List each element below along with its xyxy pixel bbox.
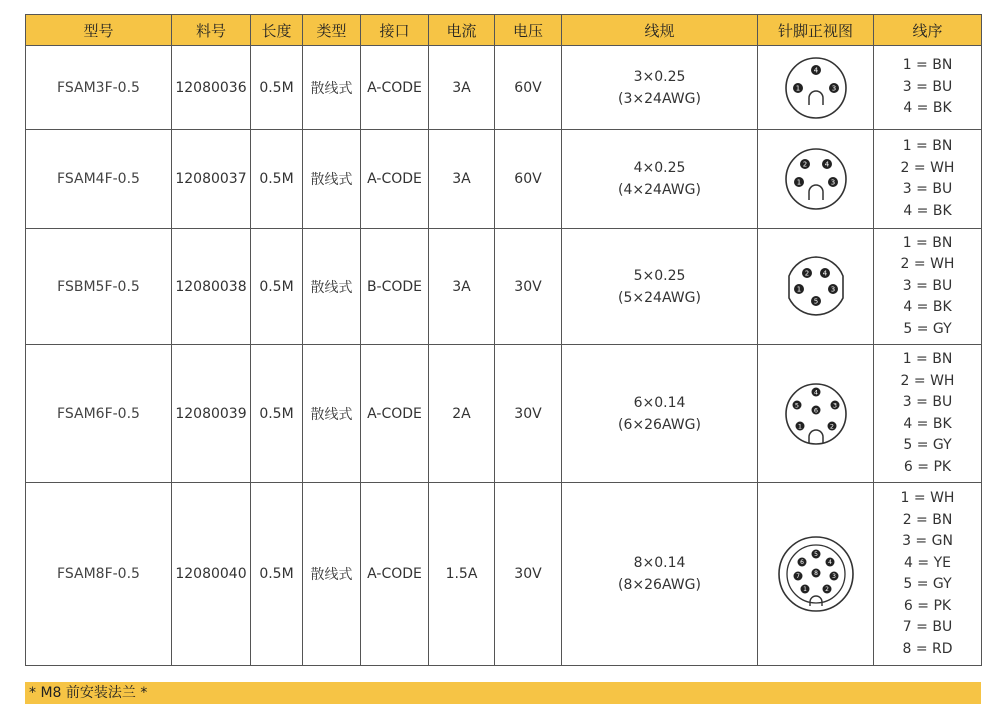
- pin-label: 2: [804, 269, 809, 277]
- voltage-cell: 60V: [495, 46, 562, 130]
- pin-label: 4: [822, 269, 827, 277]
- gauge-awg: (6×26AWG): [618, 416, 701, 433]
- header-code: 接口: [361, 15, 429, 46]
- wire-entry: 4 = YE: [904, 554, 951, 571]
- code-cell: A-CODE: [361, 46, 429, 130]
- pin-label: 5: [813, 551, 818, 559]
- wire-entry: 4 = BK: [903, 299, 952, 316]
- wire-entry: 6 = PK: [903, 458, 952, 475]
- wire-entry: 1 = BN: [902, 351, 953, 367]
- pin-label: 8: [813, 570, 818, 578]
- header-row: [26, 15, 982, 46]
- gauge-value: 4×0.25: [633, 160, 686, 176]
- wire-entry: 2 = WH: [900, 256, 955, 273]
- pin-label: 3: [830, 178, 835, 187]
- part-cell: 12080039: [172, 345, 251, 483]
- pin-label: 1: [797, 421, 802, 430]
- gauge-cell: [562, 229, 758, 345]
- table-row: [26, 130, 982, 229]
- wire-entry: 2 = BN: [902, 511, 953, 528]
- pin-label: 2: [829, 421, 834, 430]
- current-cell: 2A: [429, 345, 495, 483]
- header-gauge: 线规: [562, 15, 758, 46]
- header-model: 型号: [26, 15, 172, 46]
- current-cell: 3A: [429, 229, 495, 345]
- wire-entry: 2 = WH: [900, 159, 955, 176]
- wiring-cell: [874, 46, 982, 130]
- type-cell: 散线式: [303, 229, 361, 345]
- table-row: [26, 483, 982, 666]
- voltage-cell: 30V: [495, 345, 562, 483]
- pin-label: 6: [799, 559, 804, 567]
- model-cell: FSAM8F-0.5: [26, 483, 172, 666]
- gauge-value: 5×0.25: [633, 267, 686, 284]
- pin-label: 1: [796, 178, 801, 187]
- pin-label: 6: [813, 405, 818, 414]
- code-cell: A-CODE: [361, 483, 429, 666]
- gauge-cell: [562, 130, 758, 229]
- wire-entry: 3 = BU: [902, 277, 953, 294]
- part-cell: 12080040: [172, 483, 251, 666]
- spec-table: [25, 14, 982, 666]
- header-wiring: 线序: [874, 15, 982, 46]
- wiring-cell: [874, 229, 982, 345]
- m8-6pin-a-coded-icon: [781, 379, 851, 449]
- pin-label: 4: [824, 160, 829, 169]
- pin-label: 4: [813, 66, 818, 74]
- type-cell: 散线式: [303, 483, 361, 666]
- code-cell: A-CODE: [361, 130, 429, 229]
- code-cell: A-CODE: [361, 345, 429, 483]
- table-row: [26, 229, 982, 345]
- type-cell: 散线式: [303, 46, 361, 130]
- table-row: [26, 345, 982, 483]
- pin-label: 2: [824, 586, 829, 594]
- current-cell: 1.5A: [429, 483, 495, 666]
- wire-entry: 1 = BN: [902, 57, 953, 74]
- wire-entry: 1 = BN: [902, 234, 953, 251]
- pin-view-cell: [758, 345, 874, 483]
- m8-3pin-a-coded-icon: [781, 53, 851, 123]
- pin-view-cell: [758, 130, 874, 229]
- wire-entry: 4 = BK: [903, 100, 952, 117]
- pin-view-cell: [758, 229, 874, 345]
- voltage-cell: 60V: [495, 130, 562, 229]
- length-cell: 0.5M: [251, 46, 303, 130]
- current-cell: 3A: [429, 130, 495, 229]
- header-type: 类型: [303, 15, 361, 46]
- part-cell: 12080036: [172, 46, 251, 130]
- wire-entry: 4 = BK: [903, 415, 952, 432]
- part-cell: 12080038: [172, 229, 251, 345]
- wire-entry: 2 = WH: [900, 372, 955, 389]
- type-cell: 散线式: [303, 130, 361, 229]
- pin-view-cell: [758, 483, 874, 666]
- wiring-cell: [874, 483, 982, 666]
- gauge-value: 3×0.25: [633, 68, 686, 85]
- wire-entry: 5 = GY: [903, 437, 952, 453]
- voltage-cell: 30V: [495, 229, 562, 345]
- wire-entry: 6 = PK: [903, 597, 952, 614]
- gauge-cell: [562, 46, 758, 130]
- pin-label: 5: [794, 400, 799, 409]
- wiring-cell: [874, 130, 982, 229]
- m8-4pin-a-coded-icon: [781, 144, 851, 214]
- gauge-awg: (3×24AWG): [618, 90, 701, 107]
- pin-view-cell: [758, 46, 874, 130]
- pin-label: 3: [832, 400, 837, 409]
- wire-entry: 5 = GY: [903, 320, 952, 337]
- model-cell: FSAM6F-0.5: [26, 345, 172, 483]
- pin-label: 1: [795, 84, 800, 92]
- code-cell: B-CODE: [361, 229, 429, 345]
- gauge-cell: [562, 483, 758, 666]
- wire-entry: 1 = BN: [902, 138, 953, 154]
- wiring-cell: [874, 345, 982, 483]
- pin-label: 4: [813, 387, 818, 396]
- part-cell: 12080037: [172, 130, 251, 229]
- current-cell: 3A: [429, 46, 495, 130]
- wire-entry: 5 = GY: [903, 576, 952, 592]
- header-part: 料号: [172, 15, 251, 46]
- gauge-awg: (5×24AWG): [618, 289, 701, 306]
- wire-entry: 7 = BU: [902, 619, 953, 635]
- wire-entry: 3 = BU: [902, 394, 953, 410]
- pin-label: 4: [827, 559, 832, 567]
- wire-entry: 3 = BU: [902, 78, 953, 95]
- model-cell: FSBM5F-0.5: [26, 229, 172, 345]
- pin-label: 2: [802, 160, 807, 169]
- pin-label: 7: [795, 573, 800, 581]
- header-length: 长度: [251, 15, 303, 46]
- m8-5pin-b-coded-icon: [781, 252, 851, 322]
- voltage-cell: 30V: [495, 483, 562, 666]
- gauge-value: 6×0.14: [633, 394, 686, 411]
- length-cell: 0.5M: [251, 130, 303, 229]
- length-cell: 0.5M: [251, 483, 303, 666]
- wire-entry: 1 = WH: [900, 490, 955, 506]
- m8-8pin-a-coded-icon: [774, 532, 858, 616]
- footnote-bar: * M8 前安装法兰 *: [25, 682, 981, 704]
- wire-entry: 3 = BU: [902, 181, 953, 197]
- wire-entry: 3 = GN: [902, 533, 953, 549]
- pin-label: 3: [831, 573, 836, 581]
- type-cell: 散线式: [303, 345, 361, 483]
- table-row: [26, 46, 982, 130]
- pin-label: 3: [831, 84, 836, 92]
- model-cell: FSAM4F-0.5: [26, 130, 172, 229]
- header-pin-view: 针脚正视图: [758, 15, 874, 46]
- wire-entry: 8 = RD: [902, 640, 953, 657]
- gauge-awg: (4×24AWG): [618, 182, 701, 198]
- model-cell: FSAM3F-0.5: [26, 46, 172, 130]
- length-cell: 0.5M: [251, 229, 303, 345]
- pin-label: 3: [830, 285, 835, 293]
- gauge-awg: (8×26AWG): [618, 577, 701, 593]
- pin-label: 1: [796, 285, 801, 293]
- header-current: 电流: [429, 15, 495, 46]
- wire-entry: 4 = BK: [903, 202, 952, 219]
- header-voltage: 电压: [495, 15, 562, 46]
- gauge-value: 8×0.14: [633, 555, 686, 571]
- gauge-cell: [562, 345, 758, 483]
- pin-label: 5: [813, 297, 818, 305]
- length-cell: 0.5M: [251, 345, 303, 483]
- pin-label: 1: [802, 586, 807, 594]
